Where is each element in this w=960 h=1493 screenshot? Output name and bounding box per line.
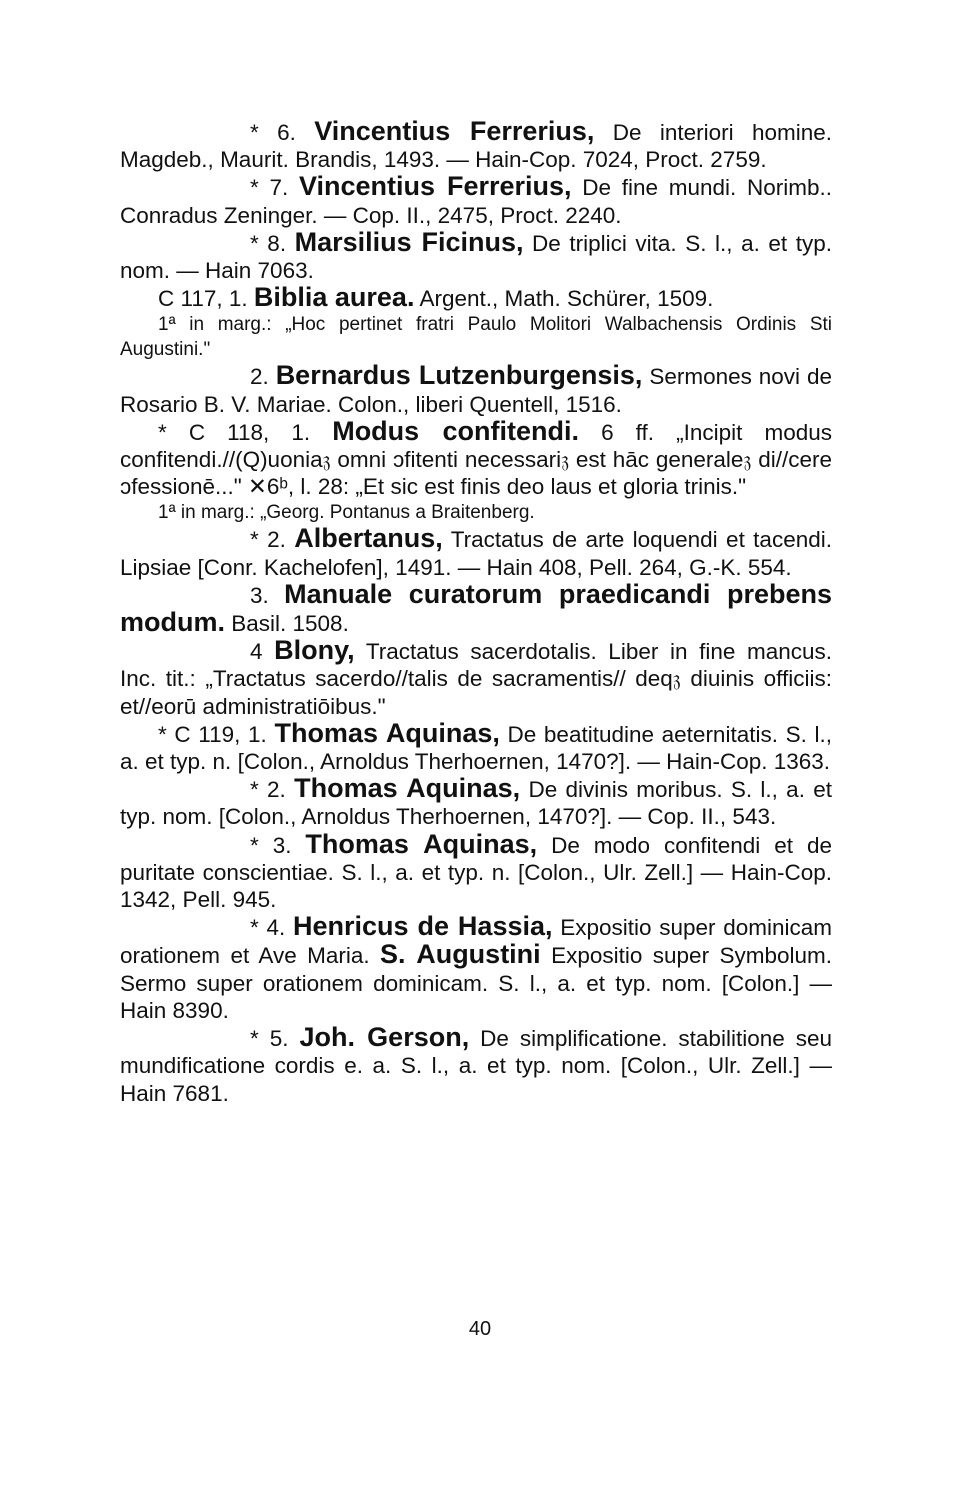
entry-description: Argent., Math. Schürer, 1509.	[414, 286, 714, 312]
entry-number: * C 119, 1.	[158, 721, 275, 747]
catalog-entry	[120, 525, 832, 580]
entry-number: * 7.	[250, 175, 299, 201]
entry-author: Henricus de Hassia,	[292, 911, 553, 942]
entry-description: Expositio super dominicam orationem et Ave Maria.	[120, 915, 832, 969]
entry-number: * 2.	[250, 527, 295, 553]
catalog-entry	[120, 1024, 832, 1107]
catalog-entry	[120, 284, 832, 312]
entry-description: De divinis moribus. S. l., a. et typ. nom. [Colon., Arnoldus Therhoernen, 1470?]. — Cop. II., 543.	[120, 777, 832, 830]
entry-number: * C 118, 1.	[158, 419, 333, 445]
entry-description: Expositio super Symbolum. Sermo super orationem dominicam. S. l., a. et typ. nom. [Colon.] — Hain 8390.	[120, 943, 832, 1023]
catalog-entry	[120, 415, 832, 501]
entry-author: Thomas Aquinas,	[294, 773, 521, 804]
entry-author: Vincentius Ferrerius,	[298, 171, 572, 202]
entry-author: Vincentius Ferrerius,	[314, 116, 595, 146]
entry-number: * 5.	[250, 1026, 300, 1052]
entry-author: Biblia aurea.	[253, 282, 415, 313]
entry-author: Manuale curatorum praedicandi prebens modum.	[120, 578, 832, 638]
entry-author: Thomas Aquinas,	[274, 717, 500, 748]
entry-description: De beatitudine aeternitatis. S. l., a. et typ. n. [Colon., Arnoldus Therhoernen, 1470?]. — Hain-Cop. 1363.	[120, 721, 832, 775]
entry-number: * 8.	[250, 230, 295, 256]
catalog-text	[120, 118, 832, 1107]
entry-description: De modo confitendi et de puritate conscientiae. S. l., a. et typ. n. [Colon., Ulr. Zell.] — Hain-Cop. 1342, Pell. 945.	[120, 832, 832, 913]
entry-author: Modus confitendi.	[332, 415, 580, 446]
entry-author: Blony,	[274, 635, 355, 666]
entry-number: 4	[250, 639, 275, 665]
marginal-note: 1ª in marg.: „Georg. Pontanus a Braitenberg.	[158, 502, 535, 524]
entry-number: 2.	[250, 364, 276, 390]
entry-description: Sermones novi de Rosario B. V. Mariae. Colon., liberi Quentell, 1516.	[120, 364, 832, 417]
page-number: 40	[468, 1318, 492, 1340]
entry-description: De triplici vita. S. l., a. et typ. nom. — Hain 7063.	[120, 230, 832, 284]
catalog-entry	[120, 118, 832, 173]
entry-author: Marsilius Ficinus,	[294, 226, 524, 257]
entry-description: Basil. 1508.	[225, 611, 349, 637]
catalog-entry	[120, 828, 832, 914]
catalog-entry	[120, 226, 832, 284]
catalog-entry	[120, 362, 832, 417]
catalog-entry	[120, 578, 832, 638]
entry-number: * 2.	[250, 777, 295, 803]
entry-author: Joh. Gerson,	[299, 1022, 470, 1053]
entry-author: Albertanus,	[294, 523, 443, 554]
entry-author: Thomas Aquinas,	[305, 828, 538, 859]
entry-number: * 4.	[250, 915, 293, 941]
marginal-note: 1ª in marg.: „Hoc pertinet fratri Paulo Molitori Walbachensis Ordinis Sti Augustini."	[120, 314, 832, 361]
entry-number: 3.	[250, 582, 285, 608]
entry-description: De simplificatione. stabilitione seu mundificatione cordis e. a. S. l., a. et typ. nom. [Colon., Ulr. Zell.] — Hain 7681.	[120, 1026, 832, 1106]
entry-author: Bernardus Lutzenburgensis,	[275, 360, 643, 391]
entry-description: Tractatus de arte loquendi et tacendi. Lipsiae [Conr. Kachelofen], 1491. — Hain 408, Pell. 264, G.-K. 554.	[120, 527, 832, 580]
entry-author: S. Augustini	[380, 939, 541, 970]
catalog-entry	[120, 775, 832, 830]
catalog-entry	[120, 913, 832, 1024]
entry-number: * 3.	[250, 832, 306, 858]
entry-number: C 117, 1.	[158, 286, 254, 312]
entry-number: * 6.	[250, 120, 315, 145]
entry-description: De fine mundi. Norimb.. Conradus Zeninger. — Cop. II., 2475, Proct. 2240.	[120, 175, 833, 228]
entry-description: 6 ff. „Incipit modus confitendi.//(Q)uonia𝔷 omni ɔfitenti necessari𝔷 est hāc generale𝔷 di//cere ɔfessionē..." ✕6ᵇ, l. 28: „Et sic est finis deo laus et gloria trinis."	[120, 419, 832, 500]
catalog-entry	[120, 173, 832, 228]
entry-description: Tractatus sacerdotalis. Liber in fine mancus. Inc. tit.: „Tractatus sacerdo//talis de sacramentis// deq𝔷 diuinis officiis: et//eorū administratiōibus."	[120, 639, 832, 719]
catalog-entry	[120, 717, 832, 775]
catalog-entry	[120, 637, 832, 720]
entry-description: De interiori homine. Magdeb., Maurit. Brandis, 1493. — Hain-Cop. 7024, Proct. 2759.	[120, 120, 832, 173]
